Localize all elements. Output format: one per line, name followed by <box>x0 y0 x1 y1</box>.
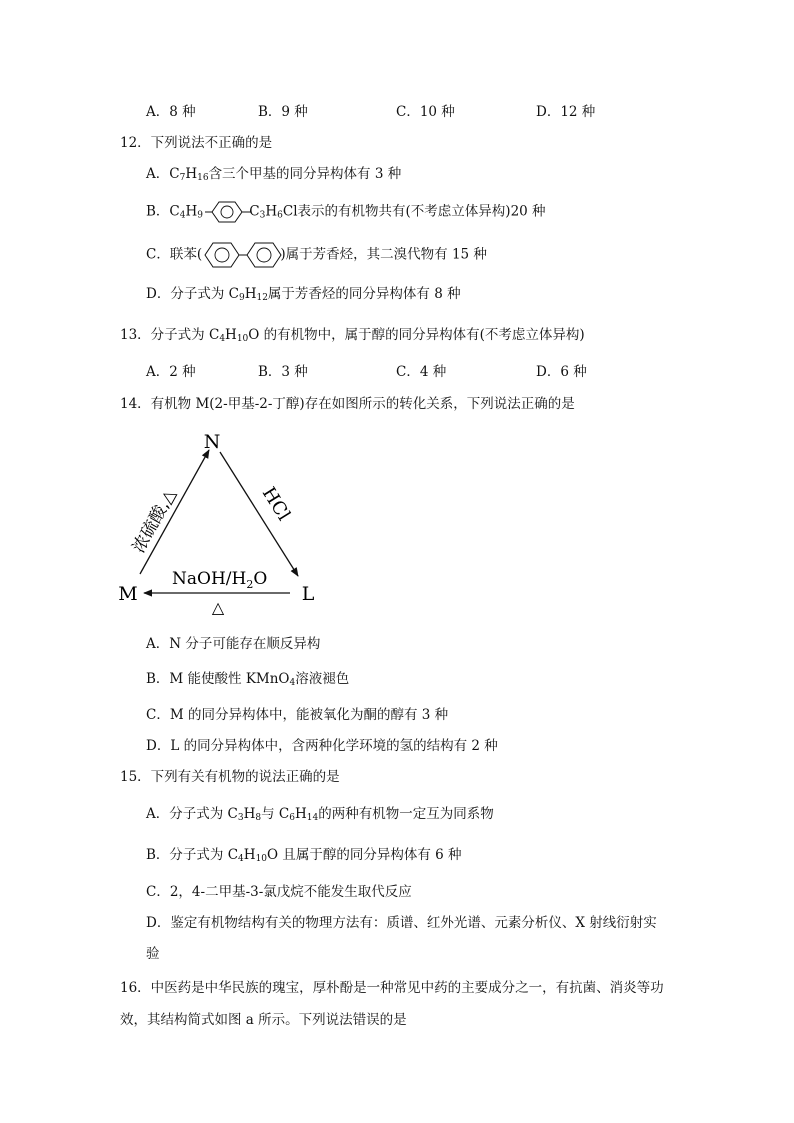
q12-option-d[interactable]: D．分子式为 $C_9H_{12}$属于芳香烃的同分异构体有 8 种 <box>146 286 461 303</box>
q16-stem-line1: 16．中医药是中华民族的瑰宝，厚朴酚是一种常见中药的主要成分之一，有抗菌、消炎等功 <box>120 980 664 996</box>
q14-option-a[interactable]: A．N 分子可能存在顺反异构 <box>146 636 321 652</box>
label-hcl: HCl <box>257 483 295 525</box>
conversion-diagram <box>112 426 332 616</box>
label-naoh-h2o: NaOH/$H_2O$ <box>172 569 268 591</box>
node-l: L <box>301 583 315 605</box>
q15-stem: 15．下列有关有机物的说法正确的是 <box>120 769 340 785</box>
q14-option-c[interactable]: C．M 的同分异构体中，能被氧化为酮的醇有 3 种 <box>146 707 449 723</box>
q11-options <box>146 102 666 122</box>
q13-option-d[interactable]: D．6 种 <box>536 364 587 380</box>
q14-option-d[interactable]: D．L 的同分异构体中，含两种化学环境的氢的结构有 2 种 <box>146 738 498 754</box>
q13-option-c[interactable]: C．4 种 <box>396 364 447 380</box>
q12-option-c[interactable]: C．联苯( )属于芳香烃，其二溴代物有 15 种 <box>146 241 487 269</box>
q13-option-a[interactable]: A．2 种 <box>146 364 196 380</box>
q12-option-a[interactable]: A．$C_7H_{16}$含三个甲基的同分异构体有 3 种 <box>146 166 402 183</box>
q15-option-a[interactable]: A．分子式为 $C_3H_8$与 $C_6H_{14}$的两种有机物一定互为同系物 <box>146 806 494 823</box>
node-n: N <box>203 431 221 453</box>
q11-option-a[interactable]: A．8 种 <box>146 104 196 120</box>
label-conc-sulfuric-acid: 浓硫酸,△ <box>128 485 181 557</box>
q15-option-d-continued: 验 <box>146 946 160 962</box>
q13-stem: 13．分子式为 $C_4H_{10}O$ 的有机物中，属于醇的同分异构体有(不考虑立体异构) <box>120 327 585 344</box>
benzene-ring-icon <box>205 200 251 224</box>
q15-option-c[interactable]: C．2，4-二甲基-3-氯戊烷不能发生取代反应 <box>146 884 412 900</box>
q11-option-d[interactable]: D．12 种 <box>536 104 596 120</box>
q11-option-b[interactable]: B．9 种 <box>258 104 308 120</box>
node-m: M <box>118 583 138 605</box>
q13-options <box>146 362 666 382</box>
q12-option-b[interactable]: B．$C_4H_9$ $C_3H_6Cl$表示的有机物共有(不考虑立体异构)20 种 <box>146 200 546 226</box>
q15-option-d[interactable]: D．鉴定有机物结构有关的物理方法有：质谱、红外光谱、元素分析仪、X 射线衍射实 <box>146 915 657 931</box>
q14-stem: 14．有机物 M(2-甲基-2-丁醇)存在如图所示的转化关系，下列说法正确的是 <box>120 396 575 412</box>
q14-option-b[interactable]: B．M 能使酸性 KMnO$_4$溶液褪色 <box>146 671 350 688</box>
q13-option-b[interactable]: B．3 种 <box>258 364 308 380</box>
label-heat-symbol: △ <box>211 598 225 616</box>
q11-option-c[interactable]: C．10 种 <box>396 104 455 120</box>
q15-option-b[interactable]: B．分子式为 $C_4H_{10}O$ 且属于醇的同分异构体有 6 种 <box>146 847 462 864</box>
biphenyl-structure-icon <box>203 241 283 269</box>
q12-stem: 12．下列说法不正确的是 <box>120 135 273 151</box>
q16-stem-line2: 效，其结构简式如图 a 所示。下列说法错误的是 <box>120 1012 407 1028</box>
